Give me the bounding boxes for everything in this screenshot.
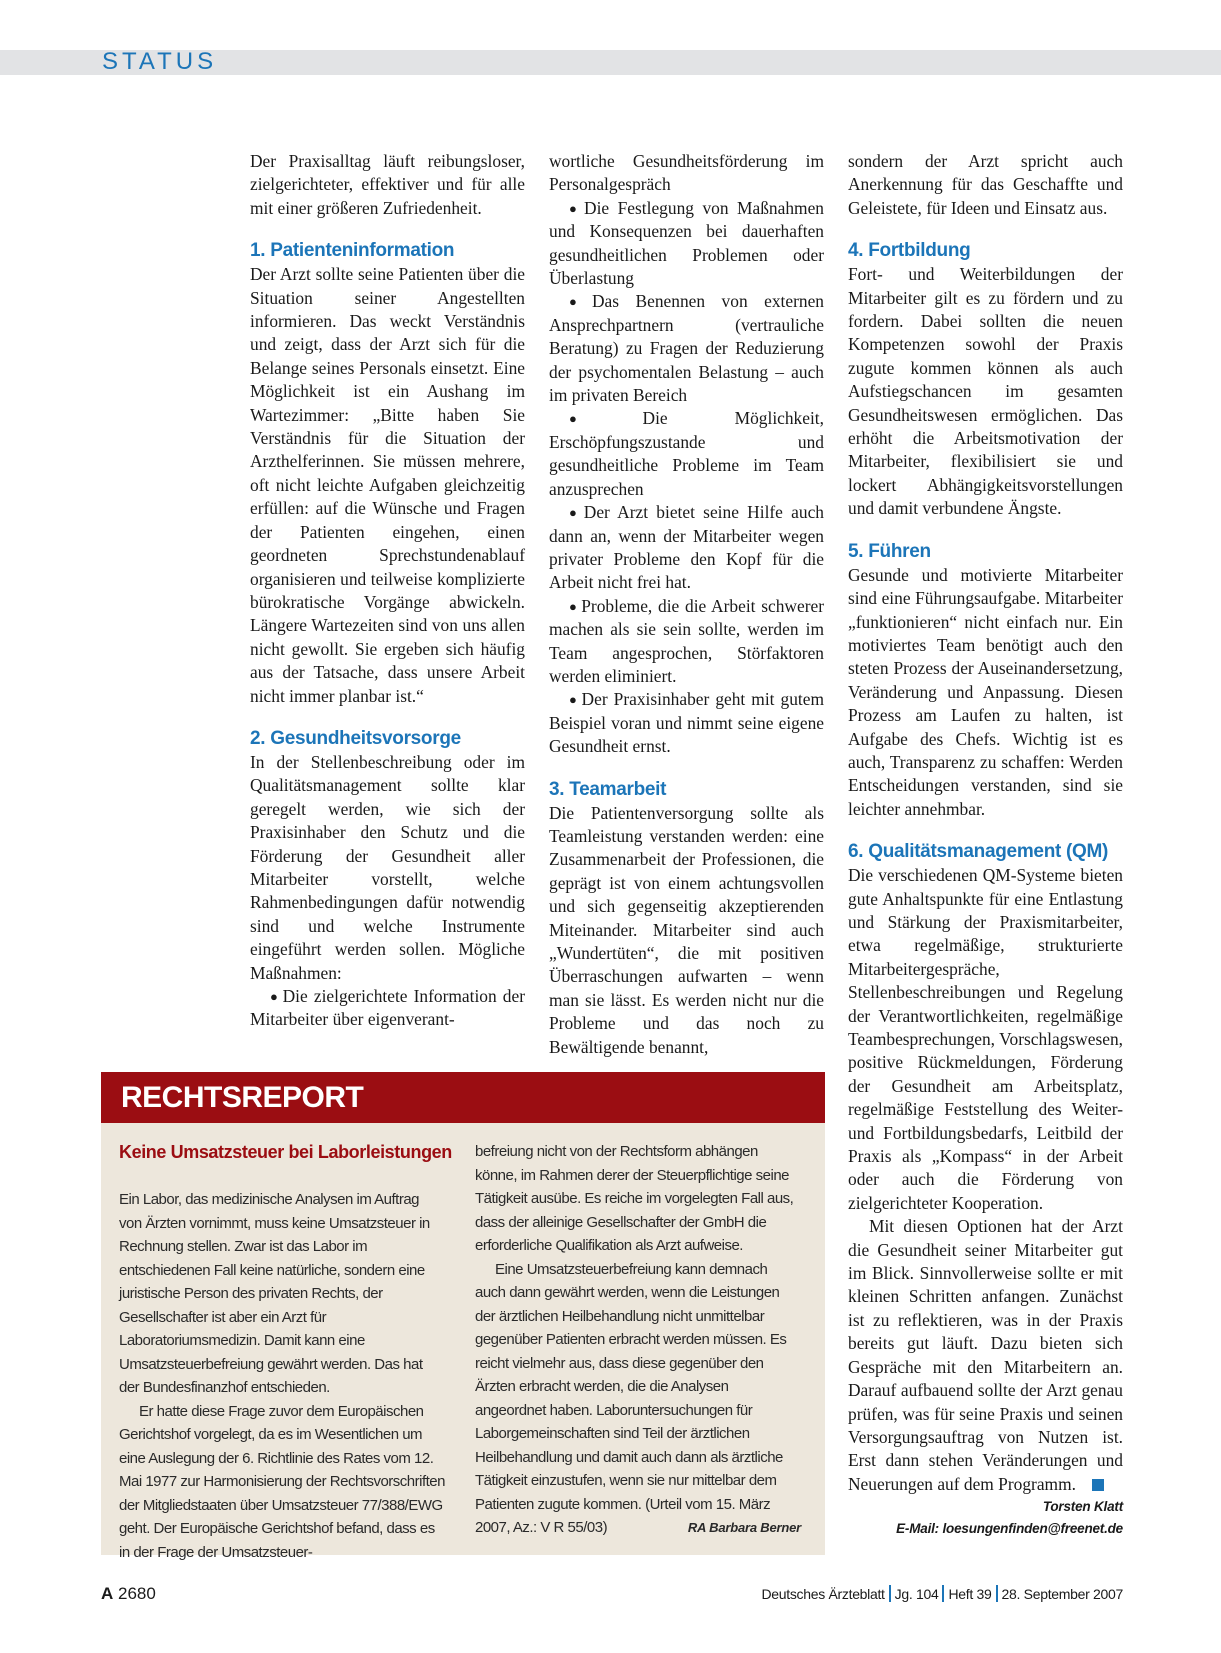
closing-paragraph — [848, 1215, 1123, 1496]
paragraph-fortbildung: Fort- und Weiterbildungen der Mitarbeiter gilt es zu fördern und zu fordern. Dabei sollten die neuen Kompetenzen sowohl der Praxis zugute kommen können als auch Aufstiegschancen im gesamten Gesundheitswesen ermöglichen. Das erhöht die Arbeitsmotivation der Mitarbeiter, flexibilisiert sie und lockert Abhängigkeitsvorstellungen und damit verbundene Ängste. — [848, 264, 1123, 519]
paragraph-qualitaetsmanagement: Die verschiedenen QM-Systeme bieten gute Anhaltspunkte für eine Entlastung und Stärkung der Praxismitarbeiter, etwa regelmäßige, strukturierte Mitarbeitergespräche, Stellenbeschreibungen und Regelung der Verantwortlichkeiten, regelmäßige Teambesprechungen, Vorschlagswesen, positive Rückmeldungen, Förderung der Gesundheit am Arbeitsplatz, regelmäßige Feststellung des Weiter- und Fortbildungsbedarfs, Leitbild der Praxis als „Kompass“ in der Arbeit oder auch die Förderung von zielgerichteter Kooperation. — [848, 865, 1123, 1213]
bullet-item: ● Probleme, die die Arbeit schwerer machen als sie sein sollte, werden im Team angesprochen, Störfaktoren werden eliminiert. — [549, 595, 824, 689]
divider — [942, 1585, 944, 1602]
rechtsreport-author: RA Barbara Berner — [687, 1520, 801, 1535]
heading-fuehren: 5. Führen — [848, 540, 931, 562]
journal-footer — [761, 1585, 1123, 1602]
section-label: STATUS — [102, 48, 218, 75]
rechtsreport-paragraph: Ein Labor, das medizinische Analysen im Auftrag von Ärzten vornimmt, muss keine Umsatzsteuer in Rechnung stellen. Zwar ist das Labor im entschiedenen Fall keine natürliche, sondern eine juristische Person des privaten Rechts, der Gesellschafter ist aber ein Arzt für Laboratoriumsmedizin. Damit kann eine Umsatzsteuerbefreiung gewährt werden. Das hat der Bundesfinanzhof entschieden. — [119, 1191, 430, 1396]
divider — [996, 1585, 998, 1602]
rechtsreport-paragraph: befreiung nicht von der Rechtsform abhängen könne, im Rahmen derer der Steuerpflichtige seine Tätigkeit ausübe. Es reiche im vorgelegten Fall aus, dass der alleinige Gesellschafter der GmbH die erforderliche Qualifikation als Arzt aufweise. — [475, 1143, 794, 1254]
rechtsreport-paragraph — [475, 1258, 801, 1540]
heading-patienteninformation: 1. Patienteninformation — [250, 240, 455, 262]
bullet-item: ● Die zielgerichtete Information der Mitarbeiter über eigenverant- — [250, 985, 525, 1032]
intro-paragraph: Der Praxisalltag läuft reibungsloser, zielgerichteter, effektiver und für alle mit einer größeren Zufriedenheit. — [250, 151, 525, 218]
author-email[interactable]: E-Mail: loesungenfinden@freenet.de — [896, 1521, 1123, 1537]
bullet-item: ● Die Festlegung von Maßnahmen und Konsequenzen bei dauerhaften gesundheitlichen Problemen oder Überlastung — [549, 197, 824, 291]
page-prefix: A — [101, 1584, 114, 1603]
journal-name: Deutsches Ärzteblatt — [761, 1586, 885, 1602]
paragraph-teamarbeit: Die Patientenversorgung sollte als Teamleistung verstanden werden: eine Zusammenarbeit der Professionen, die geprägt ist von einem achtungsvollen und sich gegenseitig akzeptierenden Miteinander. Mitarbeiter sind auch „Wundertüten“, die mit positiven Überraschungen aufwarten – wenn man sie lässt. Es werden nicht nur die Probleme und das noch zu Bewältigende benannt, — [549, 802, 824, 1057]
journal-volume: Jg. 104 — [894, 1586, 939, 1602]
heading-teamarbeit: 3. Teamarbeit — [549, 778, 667, 800]
rechtsreport-title: RECHTSREPORT — [121, 1081, 364, 1114]
divider — [889, 1585, 891, 1602]
bullet-item: ● Das Benennen von externen Ansprechpartnern (vertrauliche Beratung) zu Fragen der Reduzierung der psychomentalen Belastung – auch im privaten Bereich — [549, 290, 824, 407]
rechtsreport-column-1 — [119, 1188, 445, 1564]
rechtsreport-column-2 — [475, 1140, 801, 1540]
author-name: Torsten Klatt — [1042, 1499, 1123, 1515]
rechtsreport-headline: Keine Umsatzsteuer bei Laborleistungen — [119, 1142, 452, 1162]
article-column-2 — [549, 150, 824, 1059]
paragraph-patienteninformation: Der Arzt sollte seine Patienten über die Situation seiner Angestellten informieren. Das weckt Verständnis und zeigt, dass der Arzt sich für die Belange seines Personals einsetzt. Eine Möglichkeit ist ein Aushang im Wartezimmer: „Bitte haben Sie Verständnis für die Situation der Arzthelferinnen. Sie müssen mehrere, oft nicht leichte Aufgaben gleichzeitig erfüllen: auf die Wünsche und Fragen der Patienten eingehen, einen geordneten Sprechstundenablauf organisieren und teilweise komplizierte bürokratische Vorgänge abwickeln. Längere Wartezeiten sind von uns allen nicht gewollt. Sie ergeben sich häufig aus der Tatsache, dass unsere Arbeit nicht immer planbar ist.“ — [250, 264, 525, 706]
page-number-value: 2680 — [118, 1584, 156, 1603]
bullet-item-continued: wortliche Gesundheitsförderung im Personalgespräch — [549, 151, 824, 195]
bullet-item: ● Die Möglichkeit, Erschöpfungszustande und gesundheitliche Probleme im Team anzusprechen — [549, 407, 824, 501]
journal-date: 28. September 2007 — [1001, 1586, 1123, 1602]
page-number — [101, 1584, 156, 1604]
bullet-item: ● Der Arzt bietet seine Hilfe auch dann an, wenn der Mitarbeiter wegen privater Probleme den Kopf für die Arbeit nicht frei hat. — [549, 501, 824, 595]
rechtsreport-text: Eine Umsatzsteuerbefreiung kann demnach auch dann gewährt werden, wenn die Leistungen der ärztlichen Heilbehandlung nicht unmittelbar gegenüber Patienten erbracht werden müssen. Es reicht vielmehr aus, dass diese gegenüber den Ärzten erbracht werden, die die Analysen angeordnet haben. Laboruntersuchungen für Laborgemeinschaften sind Teil der ärztlichen Heilbehandlung und damit auch dann als ärztliche Tätigkeit einzustufen, wenn sie nur mittelbar dem Patienten zugute kommen. (Urteil vom 15. März 2007, Az.: V R 55/03) — [475, 1260, 787, 1536]
paragraph-gesundheitsvorsorge: In der Stellenbeschreibung oder im Qualitätsmanagement sollte klar geregelt werden, wie sich der Praxisinhaber den Schutz und die Förderung der Gesundheit aller Mitarbeiter vorstellt, welche Rahmenbedingungen dafür notwendig sind und welche Instrumente eingeführt werden sollen. Mögliche Maßnahmen: — [250, 751, 525, 983]
closing-text: Mit diesen Optionen hat der Arzt die Gesundheit seiner Mitarbeiter gut im Blick. Sinnvollerweise sollte er mit kleinen Schritten anfangen. Zunächst ist zu reflektieren, was in der Praxis bereits gut läuft. Dazu bieten sich Gespräche mit den Mitarbeitern an. Darauf aufbauend sollte der Arzt genau prüfen, was für seine Praxis und seinen Versorgungsauftrag von Nutzen ist. Erst dann stehen Veränderungen und Neuerungen auf dem Programm. — [848, 1216, 1123, 1494]
rechtsreport-paragraph: Er hatte diese Frage zuvor dem Europäischen Gerichtshof vorgelegt, da es im Wesentlichen um eine Auslegung der 6. Richtlinie des Rates vom 12. Mai 1977 zur Harmonisierung der Rechtsvorschriften der Mitgliedstaaten über Umsatzsteuer 77/388/EWG geht. Der Europäische Gerichtshof befand, dass es in der Frage der Umsatzsteuer- — [119, 1402, 445, 1561]
end-mark-icon — [1092, 1479, 1104, 1491]
paragraph-teamarbeit-continued: sondern der Arzt spricht auch Anerkennung für das Geschaffte und Geleistete, für Ideen und Einsatz aus. — [848, 151, 1123, 218]
article-column-3 — [848, 150, 1123, 1540]
heading-qualitaetsmanagement: 6. Qualitätsmanagement (QM) — [848, 841, 1109, 863]
paragraph-fuehren: Gesunde und motivierte Mitarbeiter sind eine Führungsaufgabe. Mitarbeiter „funktionieren“ nicht einfach nur. Ein motiviertes Team benötigt auch den steten Prozess der Auseinandersetzung, Veränderung und Anpassung. Diesen Prozess am Laufen zu halten, ist Aufgabe des Chefs. Wichtig ist es auch, Transparenz zu schaffen: Werden Entscheidungen verstanden, sind sie leichter annehmbar. — [848, 564, 1123, 819]
bullet-item: ● Der Praxisinhaber geht mit gutem Beispiel voran und nimmt seine eigene Gesundheit ernst. — [549, 688, 824, 758]
heading-fortbildung: 4. Fortbildung — [848, 240, 971, 262]
article-column-1 — [250, 150, 525, 1032]
journal-issue: Heft 39 — [948, 1586, 992, 1602]
heading-gesundheitsvorsorge: 2. Gesundheitsvorsorge — [250, 727, 461, 749]
